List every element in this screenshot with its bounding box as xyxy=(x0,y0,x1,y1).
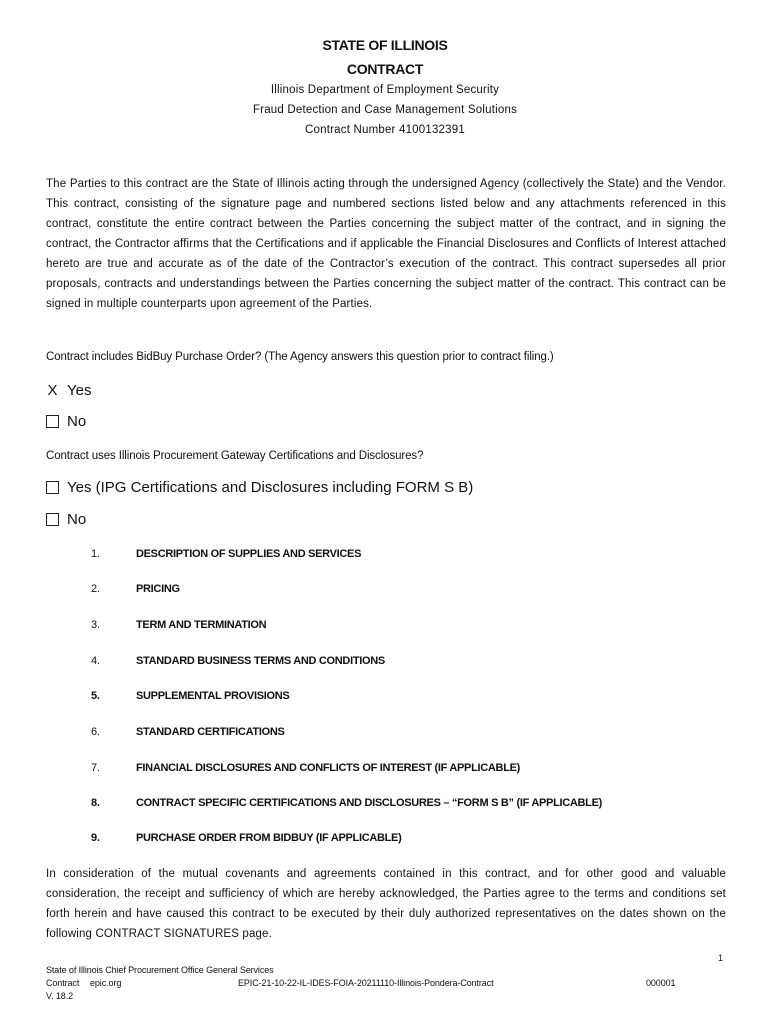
page-number: 1 xyxy=(718,953,723,963)
section-number: 8. xyxy=(91,797,100,809)
intro-paragraph: The Parties to this contract are the State of Illinois acting through the undersigned Agency (collectively the State) and the Vendor. This contract, consisting of the signature page and numbered sections listed below and any attachments referenced in this contract, constitute the entire contract between the Parties concerning the subject matter of the contract, and in signing the contract, the Contractor affirms that the Certifications and if applicable the Financial Disclosures and Conflicts of Interest attached hereto are true and accurate as of the date of the Contractor’s execution of the contract. This contract supersedes all prior proposals, contracts and understandings between the Parties concerning the subject matter of the contract. This contract can be signed in multiple counterparts upon agreement of the Parties. xyxy=(46,178,726,310)
footer-office: State of Illinois Chief Procurement Office General Services xyxy=(46,965,274,975)
section-label: TERM AND TERMINATION xyxy=(136,619,267,631)
footer-epic-link[interactable]: epic.org xyxy=(90,978,122,988)
checkbox-icon xyxy=(46,415,59,428)
checkbox-icon xyxy=(46,513,59,526)
section-number: 4. xyxy=(91,655,100,667)
contract-number: Contract Number 4100132391 xyxy=(305,124,465,136)
ipg-question: Contract uses Illinois Procurement Gateway Certifications and Disclosures? xyxy=(46,450,424,462)
bidbuy-yes-label: Yes xyxy=(67,382,92,399)
section-label: STANDARD BUSINESS TERMS AND CONDITIONS xyxy=(136,655,385,667)
section-label: FINANCIAL DISCLOSURES AND CONFLICTS OF INTEREST (IF APPLICABLE) xyxy=(136,762,521,774)
ipg-no-option[interactable] xyxy=(46,511,86,528)
bidbuy-yes-option[interactable] xyxy=(46,382,91,399)
section-number: 5. xyxy=(91,690,100,702)
section-label: STANDARD CERTIFICATIONS xyxy=(136,726,285,738)
section-number: 2. xyxy=(91,583,100,595)
section-label: CONTRACT SPECIFIC CERTIFICATIONS AND DISCLOSURES – “FORM S B” (IF APPLICABLE) xyxy=(136,797,602,809)
project-name: Fraud Detection and Case Management Solutions xyxy=(252,104,518,116)
state-title: STATE OF ILLINOIS xyxy=(322,37,448,53)
footer-bates-number: 000001 xyxy=(646,978,676,988)
bidbuy-no-option[interactable] xyxy=(46,413,86,430)
footer-contract-label: Contract xyxy=(46,978,80,988)
checkbox-icon xyxy=(46,481,59,494)
section-label: SUPPLEMENTAL PROVISIONS xyxy=(136,690,290,702)
bidbuy-no-label: No xyxy=(67,413,87,430)
section-number: 9. xyxy=(91,832,100,844)
bidbuy-question: Contract includes BidBuy Purchase Order? (The Agency answers this question prior to contract filing.) xyxy=(46,351,554,363)
footer-version: V. 18.2 xyxy=(46,991,73,1001)
section-number: 1. xyxy=(91,548,100,560)
section-label: PRICING xyxy=(136,583,180,595)
section-number: 6. xyxy=(91,726,100,738)
section-label: DESCRIPTION OF SUPPLIES AND SERVICES xyxy=(136,548,362,560)
checked-x-icon: X xyxy=(47,382,58,399)
section-label: PURCHASE ORDER FROM BIDBUY (IF APPLICABLE) xyxy=(136,832,402,844)
section-number: 7. xyxy=(91,762,100,774)
consideration-paragraph: In consideration of the mutual covenants and agreements contained in this contract, and for other good and valuable consideration, the receipt and sufficiency of which are hereby acknowledged, the Parties agree to the terms and conditions set forth herein and have caused this contract to be executed by their duly authorized representatives on the dates shown on the following CONTRACT SIGNATURES page. xyxy=(46,868,726,940)
section-number: 3. xyxy=(91,619,100,631)
contract-title: CONTRACT xyxy=(346,61,424,77)
ipg-no-label: No xyxy=(67,511,87,528)
ipg-yes-option[interactable] xyxy=(46,479,473,496)
agency-name: Illinois Department of Employment Security xyxy=(270,84,500,96)
ipg-yes-label: Yes (IPG Certifications and Disclosures including FORM S B) xyxy=(67,479,474,496)
footer-doc-id: EPIC-21-10-22-IL-IDES-FOIA-20211110-Illinois-Pondera-Contract xyxy=(238,978,494,988)
